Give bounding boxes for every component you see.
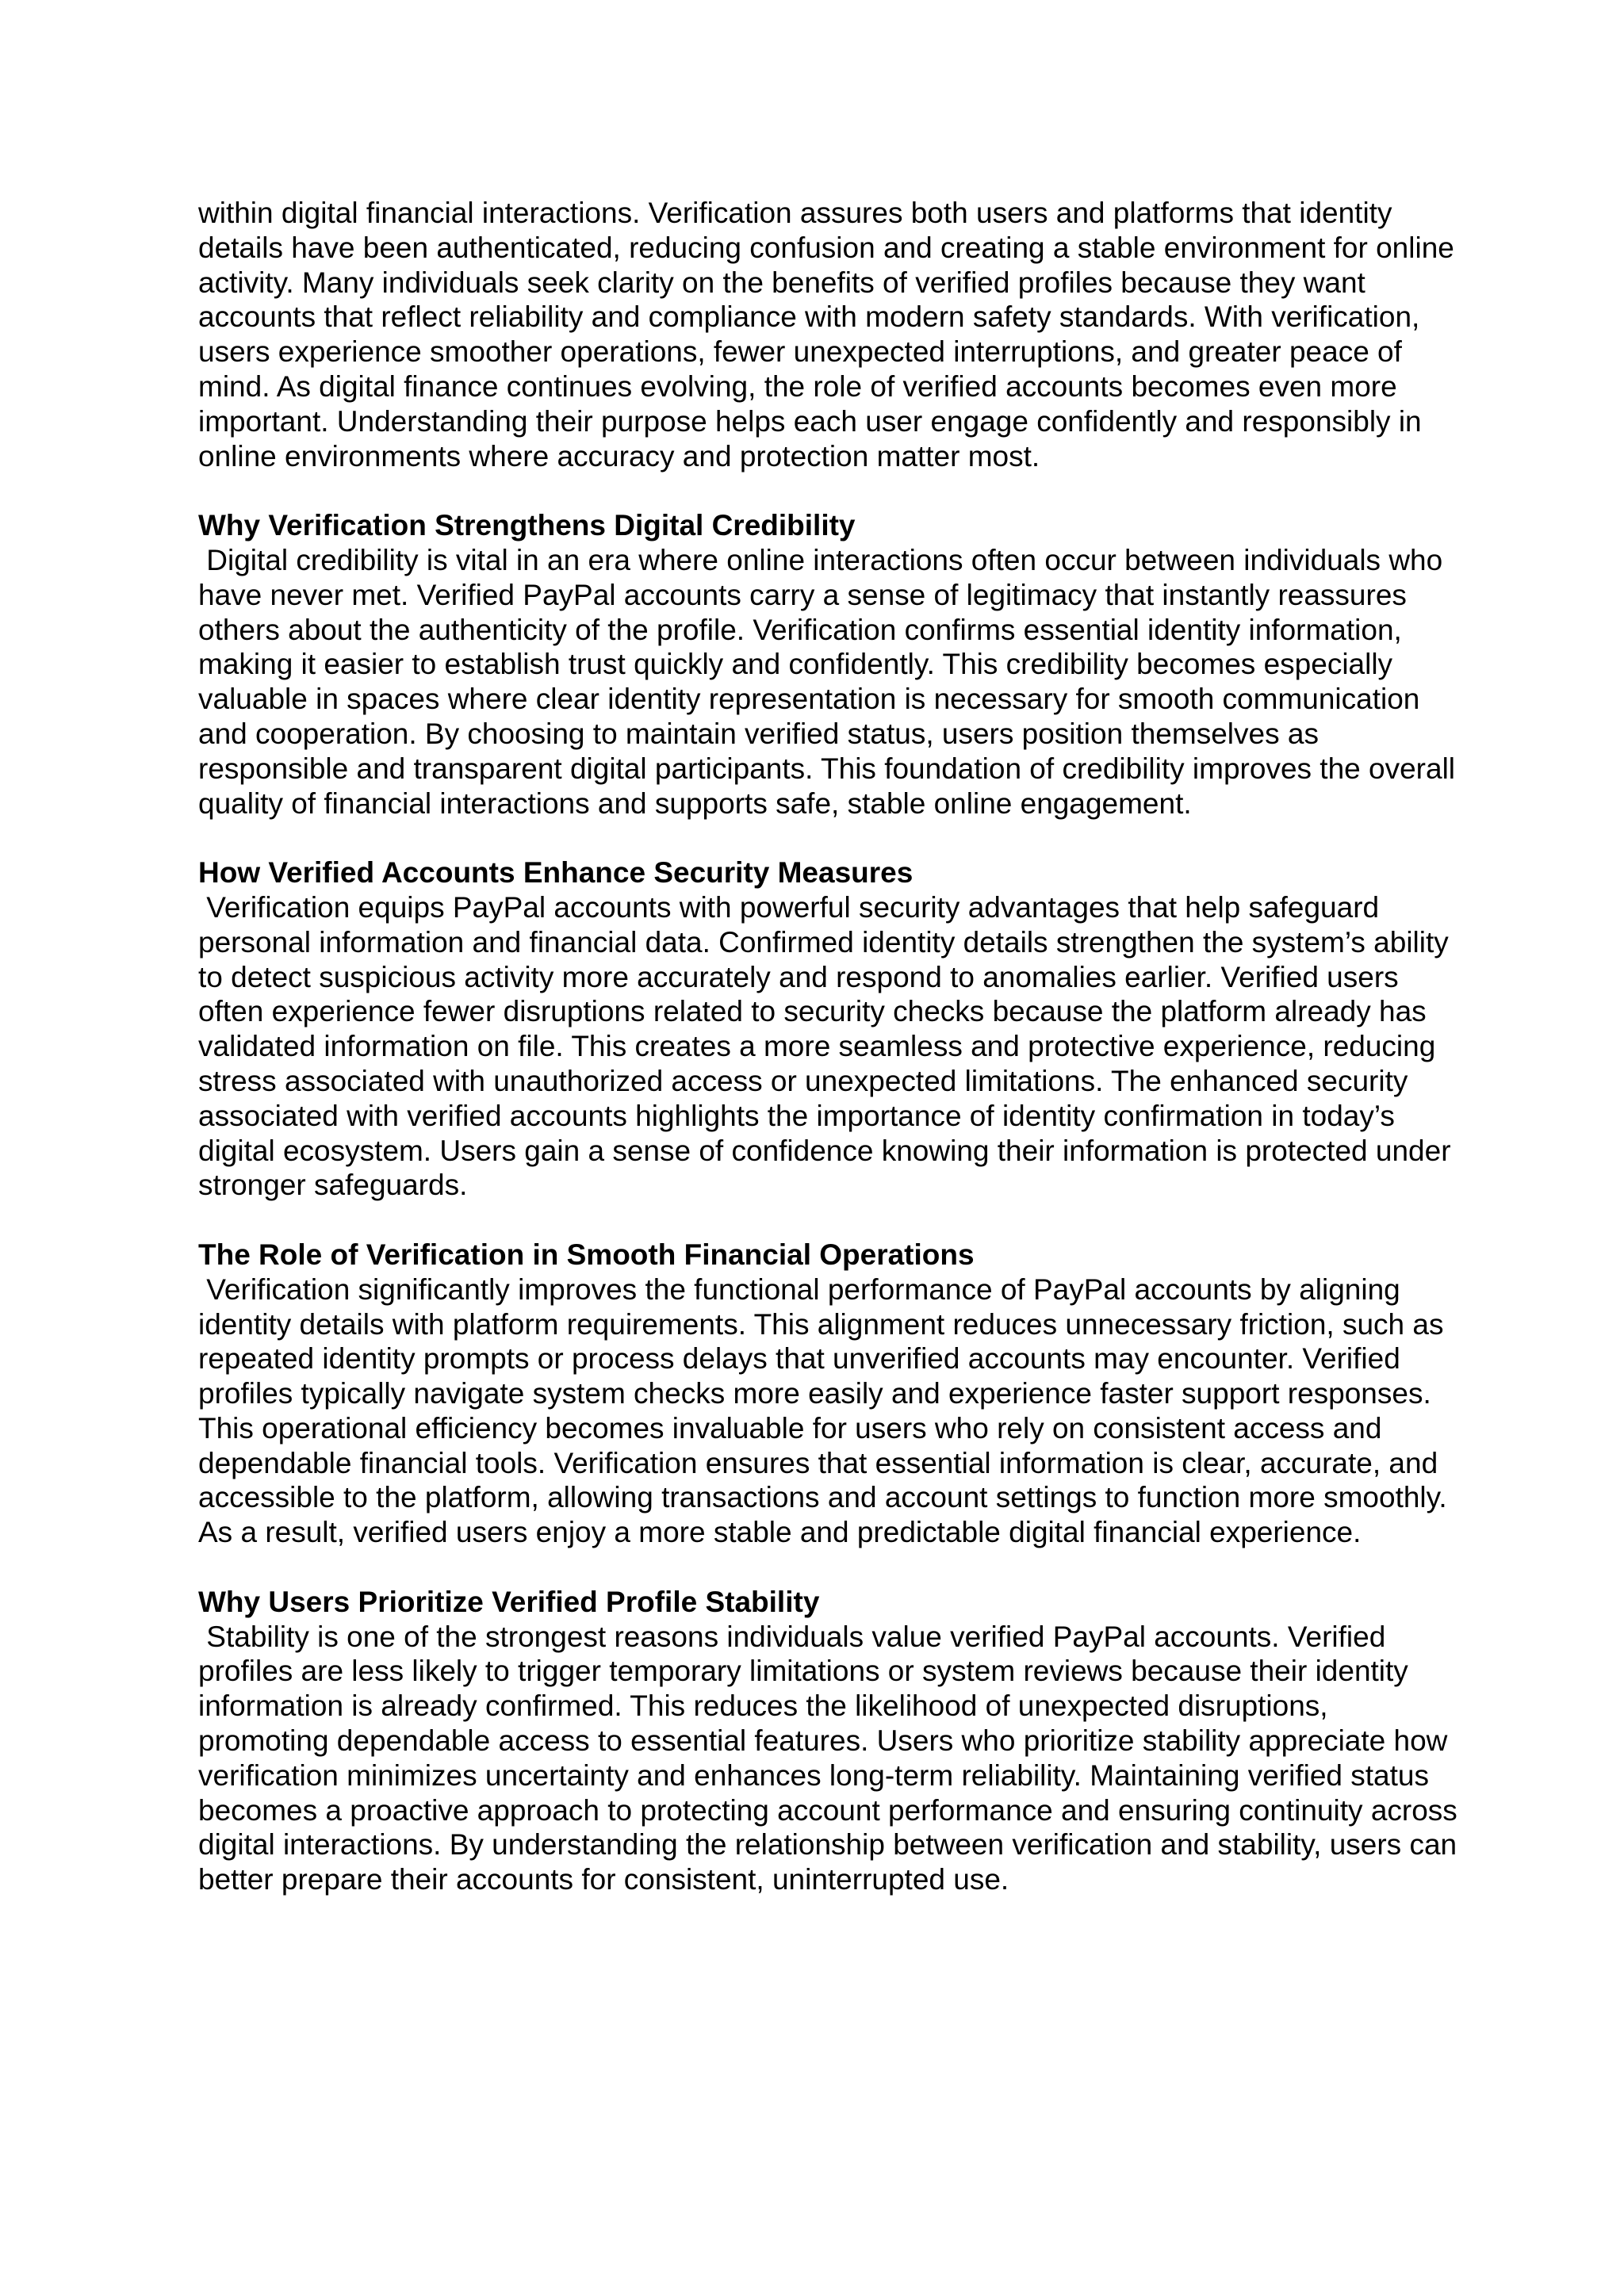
section-paragraph: Verification equips PayPal accounts with powerful security advantages that help safeguard personal information and financial data. Confirmed identity details strengthen the system’s ability to detect suspicious activity more accurately and respond to anomalies earlier. Verified users often experience fewer disruptions related to security checks because the platform already has validated information on file. This creates a more seamless and protective experience, reducing stress associated with unauthorized access or unexpected limitations. The enhanced security associated with verified accounts highlights the importance of identity confirmation in today’s digital ecosystem. Users gain a sense of confidence knowing their information is protected under stronger safeguards. (198, 890, 1459, 1202)
intro-paragraph: within digital financial interactions. Verification assures both users and platforms that identity details have been authenticated, reducing confusion and creating a stable environment for online activity. Many individuals seek clarity on the benefits of verified profiles because they want accounts that reflect reliability and compliance with modern safety standards. With verification, users experience smoother operations, fewer unexpected interruptions, and greater peace of mind. As digital finance continues evolving, the role of verified accounts becomes even more important. Understanding their purpose helps each user engage confidently and responsibly in online environments where accuracy and protection matter most. (198, 197, 1463, 473)
document-body (198, 196, 1466, 1897)
section-paragraph: Stability is one of the strongest reasons individuals value verified PayPal accounts. Verified profiles are less likely to trigger temporary limitations or system reviews because their identity information is already confirmed. This reduces the likelihood of unexpected disruptions, promoting dependable access to essential features. Users who prioritize stability appreciate how verification minimizes uncertainty and enhances long-term reliability. Maintaining verified status becomes a proactive approach to protecting account performance and ensuring continuity across digital interactions. By understanding the relationship between verification and stability, users can better prepare their accounts for consistent, uninterrupted use. (198, 1620, 1466, 1896)
section-financial-operations (198, 1238, 1459, 1550)
section-heading: How Verified Accounts Enhance Security Measures (198, 856, 914, 890)
section-digital-credibility (198, 508, 1464, 821)
section-heading: Why Verification Strengthens Digital Credibility (198, 509, 856, 542)
section-security-measures (198, 855, 1459, 1203)
section-paragraph: Digital credibility is vital in an era where online interactions often occur between individuals who have never met. Verified PayPal accounts carry a sense of legitimacy that instantly reassures others about the authenticity of the profile. Verification confirms essential identity information, making it easier to establish trust quickly and confidently. This credibility becomes especially valuable in spaces where clear identity representation is necessary for smooth communication and cooperation. By choosing to maintain verified status, users position themselves as responsible and transparent digital participants. This foundation of credibility improves the overall quality of financial interactions and supports safe, stable online engagement. (198, 543, 1464, 820)
section-profile-stability (198, 1585, 1466, 1897)
section-heading: Why Users Prioritize Verified Profile Stability (198, 1585, 820, 1618)
section-paragraph: Verification significantly improves the functional performance of PayPal accounts by aligning identity details with platform requirements. This alignment reduces unnecessary friction, such as repeated identity prompts or process delays that unverified accounts may encounter. Verified profiles typically navigate system checks more easily and experience faster support responses. This operational efficiency becomes invaluable for users who rely on consistent access and dependable financial tools. Verification ensures that essential information is clear, accurate, and accessible to the platform, allowing transactions and account settings to function more smoothly. As a result, verified users enjoy a more stable and predictable digital financial experience. (198, 1272, 1454, 1549)
section-heading: The Role of Verification in Smooth Financial Operations (198, 1238, 975, 1271)
